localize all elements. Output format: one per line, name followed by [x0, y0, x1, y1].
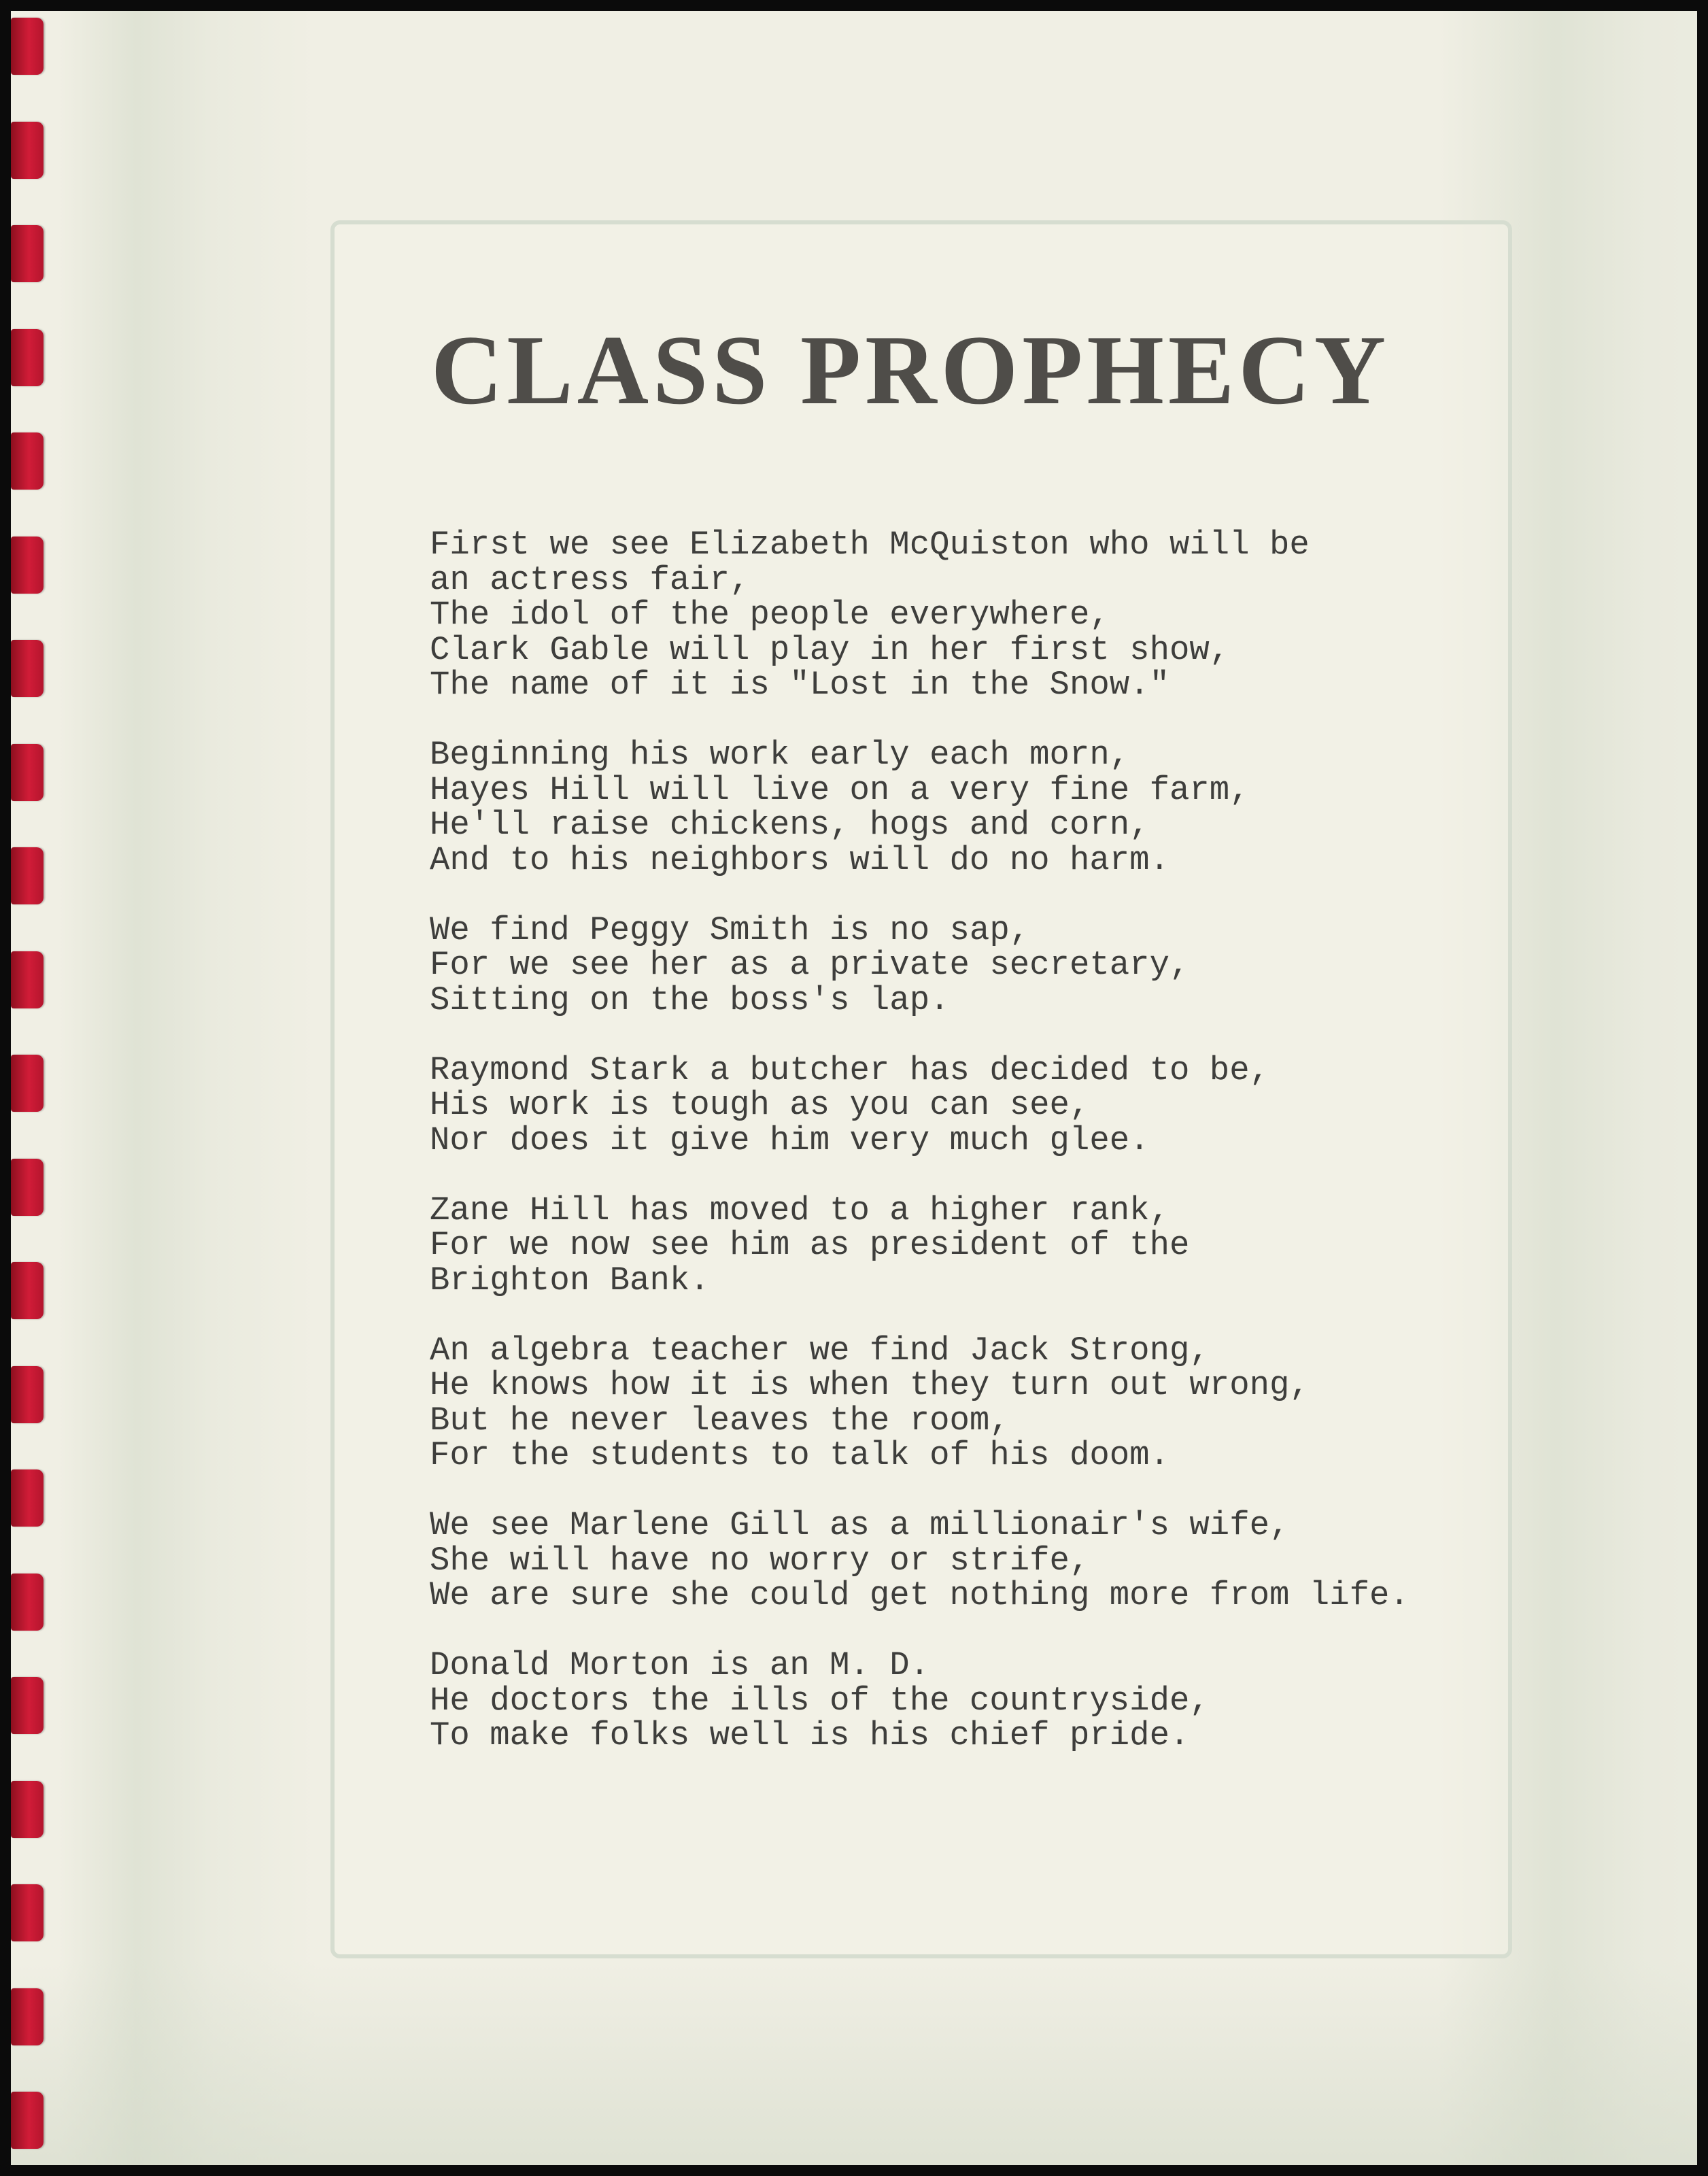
binding-ring [11, 1055, 44, 1112]
stanza [430, 1508, 1490, 1614]
poem-line: Zane Hill has moved to a higher rank, [430, 1191, 1169, 1229]
poem-line: Donald Morton is an M. D. [430, 1646, 930, 1684]
spiral-binding [11, 11, 52, 2165]
binding-ring [11, 2092, 44, 2149]
poem-line: He knows how it is when they turn out wrong, [430, 1366, 1310, 1404]
binding-ring [11, 847, 44, 904]
binding-ring [11, 744, 44, 801]
binding-ring [11, 1781, 44, 1838]
poem-line: And to his neighbors will do no harm. [430, 840, 1169, 879]
stanza [430, 738, 1490, 878]
poem-line: He'll raise chickens, hogs and corn, [430, 806, 1150, 844]
poem-line: She will have no worry or strife, [430, 1541, 1090, 1580]
binding-ring [11, 329, 44, 386]
binding-ring [11, 1988, 44, 2045]
stanza [430, 1053, 1490, 1159]
binding-ring [11, 1366, 44, 1423]
poem-line: Brighton Bank. [430, 1261, 710, 1299]
binding-ring [11, 1469, 44, 1527]
poem-line: Raymond Stark a butcher has decided to be, [430, 1051, 1270, 1089]
poem-line: Hayes Hill will live on a very fine farm, [430, 770, 1250, 809]
stanza [430, 528, 1490, 703]
poem-line: For we now see him as president of the [430, 1226, 1190, 1264]
stanza [430, 1333, 1490, 1474]
poem-line: Clark Gable will play in her first show, [430, 630, 1230, 669]
poem-line: We see Marlene Gill as a millionair's wife, [430, 1506, 1290, 1544]
binding-ring [11, 951, 44, 1008]
poem-line: The name of it is "Lost in the Snow." [430, 666, 1169, 704]
page-title: CLASS PROPHECY [430, 315, 1390, 425]
stanza [430, 1193, 1490, 1299]
binding-ring [11, 122, 44, 179]
poem-line: Sitting on the boss's lap. [430, 981, 950, 1019]
poem-line: First we see Elizabeth McQuiston who will be [430, 526, 1310, 564]
binding-ring [11, 18, 44, 75]
poem-line: We are sure she could get nothing more from life. [430, 1576, 1410, 1614]
decorative-foliage-bottom [11, 1961, 1697, 2165]
poem-line: To make folks well is his chief pride. [430, 1716, 1190, 1754]
poem-line: But he never leaves the room, [430, 1401, 1010, 1440]
binding-ring [11, 1677, 44, 1734]
poem-line: Nor does it give him very much glee. [430, 1121, 1150, 1159]
stanza [430, 913, 1490, 1019]
poem-line: His work is tough as you can see, [430, 1086, 1090, 1124]
poem-line: For we see her as a private secretary, [430, 946, 1190, 984]
poem-line: Beginning his work early each morn, [430, 736, 1130, 774]
decorative-pillar-left [58, 11, 317, 2165]
binding-ring [11, 537, 44, 594]
poem-line: An algebra teacher we find Jack Strong, [430, 1331, 1210, 1370]
binding-ring [11, 640, 44, 697]
poem-body [430, 528, 1490, 1788]
binding-ring [11, 1262, 44, 1319]
poem-line: an actress fair, [430, 560, 750, 599]
poem-line: For the students to talk of his doom. [430, 1436, 1169, 1474]
poem-line: The idol of the people everywhere, [430, 596, 1110, 634]
binding-ring [11, 1159, 44, 1216]
poem-line: He doctors the ills of the countryside, [430, 1681, 1210, 1720]
binding-ring [11, 1574, 44, 1631]
binding-ring [11, 432, 44, 490]
poem-line: We find Peggy Smith is no sap, [430, 911, 1030, 949]
binding-ring [11, 1884, 44, 1941]
binding-ring [11, 225, 44, 282]
stanza [430, 1648, 1490, 1754]
